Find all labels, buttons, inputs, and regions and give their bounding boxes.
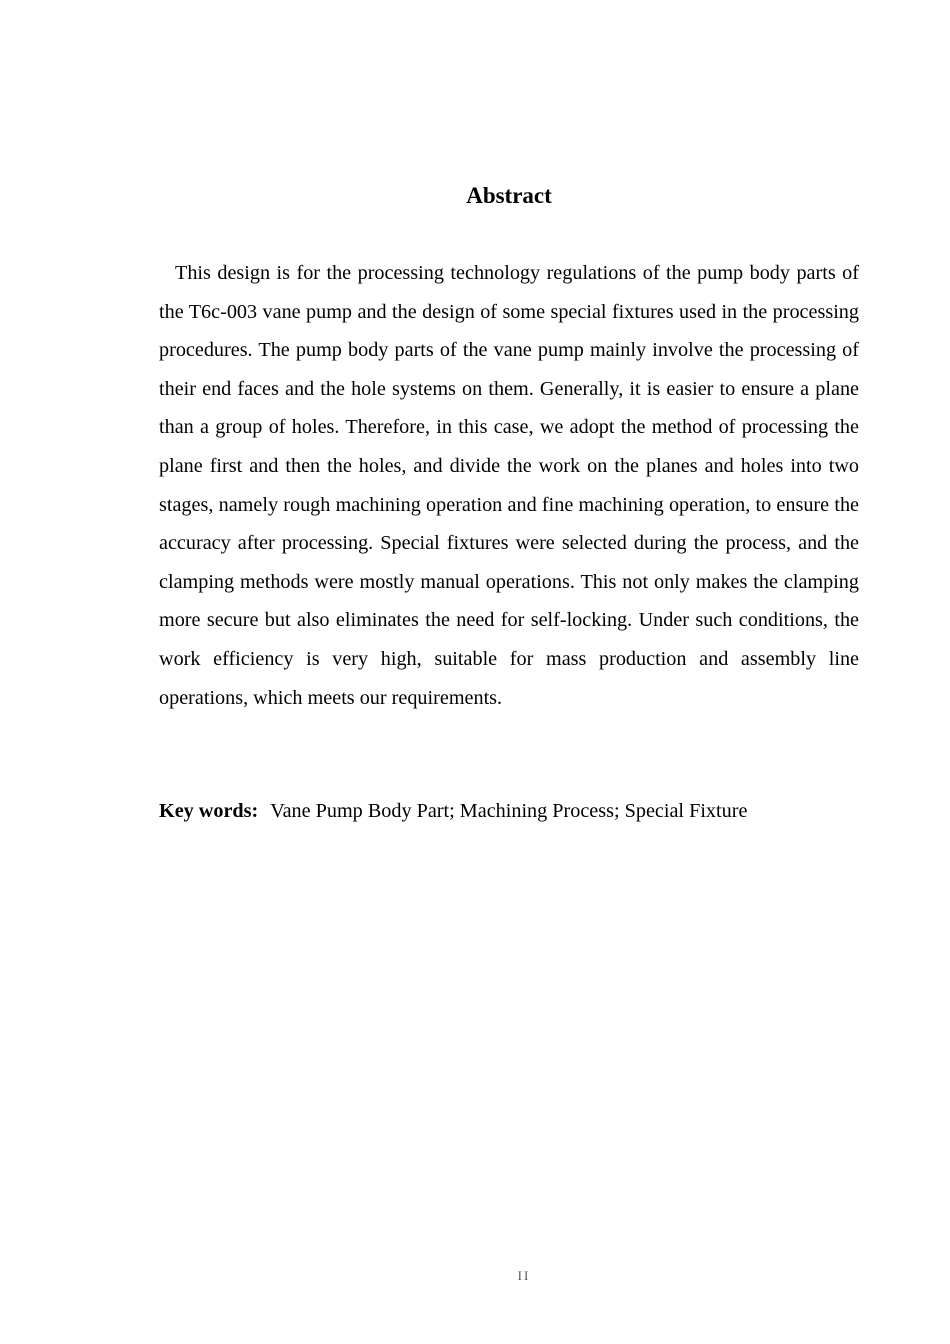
keywords-text: Vane Pump Body Part; Machining Process; Special Fixture [270, 800, 748, 822]
abstract-paragraph: This design is for the processing technology regulations of the pump body parts of the T6c-003 vane pump and the design of some special fixtures used in the processing procedures. The pump body parts of the vane pump mainly involve the processing of their end faces and the hole systems on them. Generally, it is easier to ensure a plane than a group of holes. Therefore, in this case, we adopt the method of processing the plane first and then the holes, and divide the work on the planes and holes into two stages, namely rough machining operation and fine machining operation, to ensure the accuracy after processing. Special fixtures were selected during the process, and the clamping methods were mostly manual operations. This not only makes the clamping more secure but also eliminates the need for self-locking. Under such conditions, the work efficiency is very high, suitable for mass production and assembly line operations, which meets our requirements. [159, 262, 859, 709]
keywords-label: Key words: [159, 800, 259, 822]
abstract-title: Abstract [466, 183, 552, 208]
page-number: II [517, 1268, 531, 1283]
keywords-line [159, 795, 879, 827]
